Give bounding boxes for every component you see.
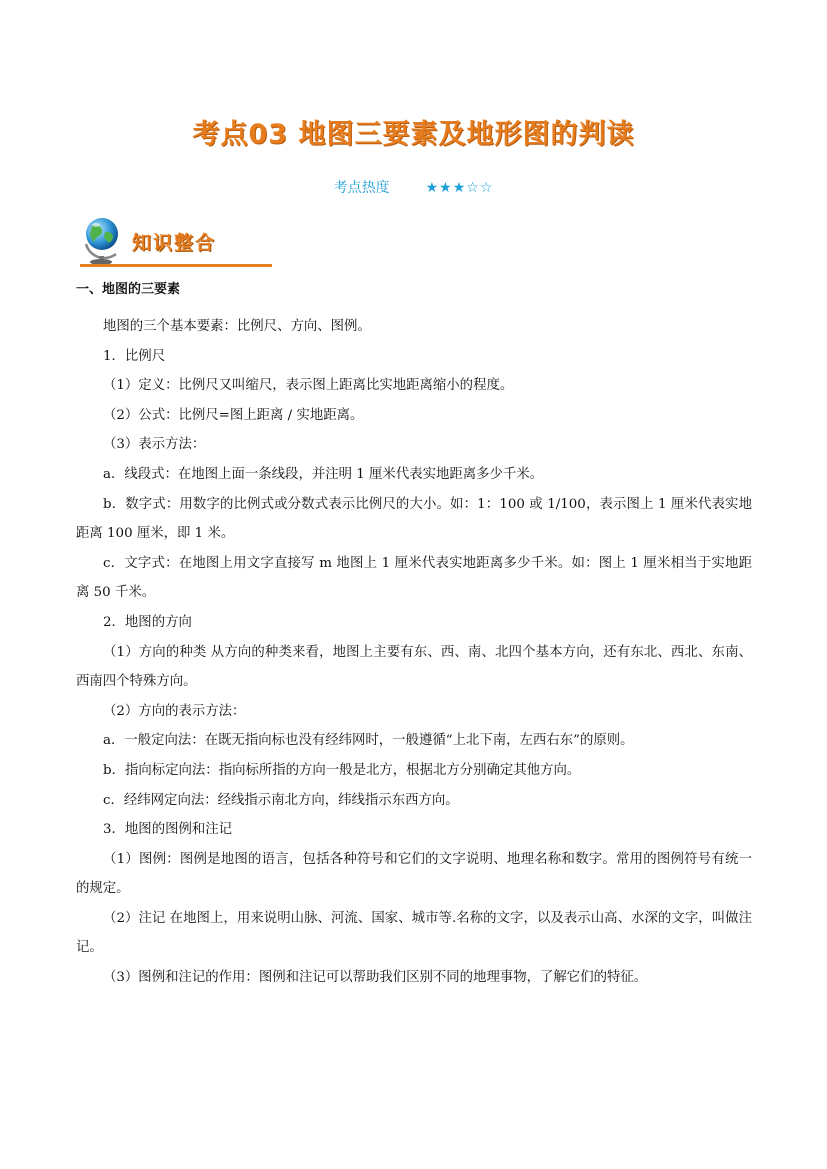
paragraph: c．经纬网定向法：经线指示南北方向，纬线指示东西方向。 (103, 792, 459, 808)
paragraph: 1．比例尺 (103, 348, 166, 364)
paragraph: （2）注记 在地图上，用来说明山脉、河流、国家、城市等.名称的文字，以及表示山高、水深的文字，叫做注记。 (76, 910, 752, 956)
paragraph: b．数字式：用数字的比例式或分数式表示比例尺的大小。如：1：100 或 1/100，表示图上 1 厘米代表实地距离 100 厘米，即 1 米。 (76, 496, 752, 542)
heat-rating (0, 177, 827, 197)
heat-label: 考点热度 (333, 180, 390, 196)
paragraph: （2）公式：比例尺=图上距离 / 实地距离。 (103, 407, 364, 423)
page-title: 考点03 地图三要素及地形图的判读 (192, 119, 635, 150)
paragraph: 3．地图的图例和注记 (103, 822, 233, 838)
paragraph: b．指向标定向法：指向标所指的方向一般是北方，根据北方分别确定其他方向。 (103, 762, 581, 778)
paragraph: c．文字式：在地图上用文字直接写 m 地图上 1 厘米代表实地距离多少千米。如：图上 1 厘米相当于实地距离 50 千米。 (76, 555, 752, 601)
paragraph: （3）表示方法： (103, 437, 206, 453)
paragraph: 地图的三个基本要素：比例尺、方向、图例。 (103, 319, 371, 334)
paragraph: （1）定义：比例尺又叫缩尺，表示图上距离比实地距离缩小的程度。 (103, 378, 514, 394)
globe-icon (80, 214, 126, 266)
paragraph: a．线段式：在地图上面一条线段，并注明 1 厘米代表实地距离多少千米。 (103, 466, 544, 482)
section-divider (80, 264, 272, 267)
section-title: 知识整合 (132, 232, 217, 254)
heat-stars: ★★★☆☆ (425, 180, 494, 196)
paragraph: 2．地图的方向 (103, 614, 192, 630)
paragraph: a．一般定向法：在既无指向标也没有经纬网时，一般遵循“上北下南，左西右东”的原则。 (103, 733, 634, 749)
paragraph: （1）方向的种类 从方向的种类来看，地图上主要有东、西、南、北四个基本方向，还有东北、西北、东南、西南四个特殊方向。 (76, 644, 752, 690)
section-header (80, 214, 272, 268)
section-heading: 一、地图的三要素 (76, 282, 181, 297)
content-body (76, 272, 752, 993)
paragraph: （3）图例和注记的作用：图例和注记可以帮助我们区别不同的地理事物，了解它们的特征。 (103, 970, 648, 986)
paragraph: （1）图例：图例是地图的语言，包括各种符号和它们的文字说明、地理名称和数字。常用的图例符号有统一的规定。 (76, 851, 752, 897)
paragraph: （2）方向的表示方法： (103, 703, 246, 719)
